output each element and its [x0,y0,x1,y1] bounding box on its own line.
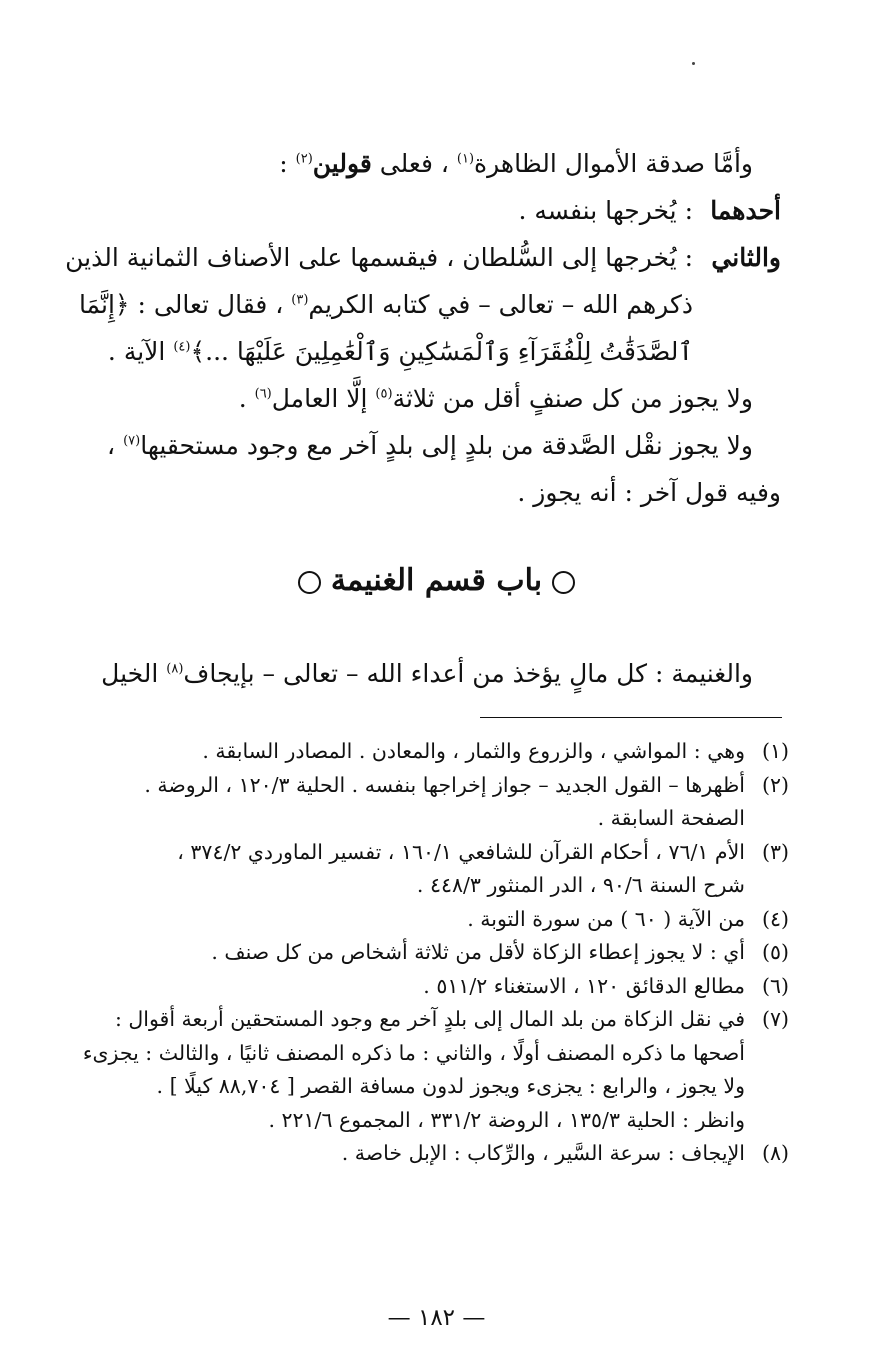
page-number: — ١٨٢ — [387,1305,486,1331]
footnote-ref[interactable]: (٤) [173,339,191,355]
footnote-line: وهي : المواشي ، والزروع والثمار ، والمعادن . المصادر السابقة . [202,739,745,763]
footnote-line: وانظر : الحلية ١٣٥/٣ ، الروضة ٣٣١/٢ ، المجموع ٢٢١/٦ . [268,1107,745,1132]
bold-term: قولين [312,149,372,178]
text-line: أحدهما: يُخرجها بنفسه . [69,187,781,234]
text-line: ولا يجوز من كل صنفٍ أقل من ثلاثة$^{(٥)}$ إلَّا العامل$^{(٦)}$ . [238,384,753,413]
footnote-ref[interactable]: (٦) [254,386,272,402]
footnote-number: (٧) [761,1007,789,1031]
footnote-line: الصفحة السابقة . [597,806,745,830]
text-line: ولا يجوز نقْل الصَّدقة من بلدٍ إلى بلدٍ آخر مع وجود مستحقيها$^{(٧)}$ ، [107,431,753,460]
footnote-line: الإيجاف : سرعة السَّير ، والرِّكاب : الإبل خاصة . [341,1141,745,1165]
footnote-7 [69,1003,789,1137]
term-second: والثاني [711,243,781,272]
text-line: ذكرهم الله – تعالى – في كتابه الكريم$^{(٣)}$ ، فقال تعالى : ﴿إِنَّمَا [78,290,693,319]
text-line: والغنيمة : كل مالٍ يؤخذ من أعداء الله – تعالى – بإيجاف$^{(٨)}$ الخيل [101,659,753,688]
footnote-line: أظهرها – القول الجديد – جواز إخراجها بنفسه . الحلية ١٢٠/٣ ، الروضة . [144,772,745,797]
footnote-number: (٦) [761,973,789,998]
main-text [65,140,781,516]
footnote-line: الأم ٧٦/١ ، أحكام القرآن للشافعي ١٦٠/١ ، تفسير الماوردي ٣٧٤/٢ ، [177,839,745,864]
footnotes [69,735,789,1171]
footnote-5 [69,936,789,970]
footnote-line: أي : لا يجوز إعطاء الزكاة لأقل من ثلاثة أشخاص من كل صنف . [211,940,745,964]
footnote-2 [69,769,789,836]
footnote-ref[interactable]: (٣) [291,292,309,308]
footnote-1 [69,735,789,769]
text-line: وأمَّا صدقة الأموال الظاهرة$^{(١)}$ ، فعلى قولين$^{(٢)}$ : [279,149,753,178]
footnote-line: شرح السنة ٩٠/٦ ، الدر المنثور ٤٤٨/٣ . [416,873,745,897]
footnote-8 [69,1137,789,1171]
footnote-3 [69,836,789,903]
term-first: أحدهما [710,196,781,225]
footnote-ref[interactable]: (١) [456,151,475,167]
footnote-ref[interactable]: (٥) [375,386,393,402]
footnote-line: في نقل الزكاة من بلد المال إلى بلدٍ آخر مع وجود المستحقين أربعة أقوال : [114,1007,745,1031]
footnote-separator [480,717,782,718]
footnote-line: أصحها ما ذكره المصنف أولًا ، والثاني : ما ذكره المصنف ثانيًا ، والثالث : يجزىء [82,1040,745,1065]
section-heading [0,557,873,605]
scan-speck [692,62,695,65]
footnote-number: (٤) [761,906,789,931]
footnote-ref[interactable]: (٢) [295,151,313,167]
footnote-number: (٣) [761,839,789,864]
footnote-number: (٨) [761,1141,789,1165]
footnote-4 [69,903,789,937]
text-line: والثاني: يُخرجها إلى السُّلطان ، فيقسمها على الأصناف الثمانية الذين [69,234,781,281]
footnote-line: ولا يجوز ، والرابع : يجزىء ويجوز لدون مسافة القصر [ ٨٨,٧٠٤ كيلًا ] . [156,1074,745,1098]
footnote-line: من الآية ( ٦٠ ) من سورة التوبة . [467,906,745,931]
footnote-line: مطالع الدقائق ١٢٠ ، الاستغناء ٥١١/٢ . [423,973,745,998]
footnote-number: (٥) [761,940,789,964]
heading-text: باب قسم الغنيمة [330,563,543,598]
quran-verse-line: ٱلصَّدَقَٰتُ لِلْفُقَرَآءِ وَٱلْمَسَٰكِينِ وَٱلْعَٰمِلِينَ عَلَيْهَا ...﴾$^{(٤)}$ الآية . [107,337,693,366]
footnote-ref[interactable]: (٨) [166,661,184,677]
circle-ornament-icon [298,571,321,594]
circle-ornament-icon [552,571,575,594]
footnote-number: (١) [761,739,789,763]
text-line: وفيه قول آخر : أنه يجوز . [517,478,781,507]
definition-text [69,650,781,697]
footnote-6 [69,970,789,1004]
footnote-number: (٢) [761,772,789,797]
footnote-ref[interactable]: (٧) [123,433,141,449]
